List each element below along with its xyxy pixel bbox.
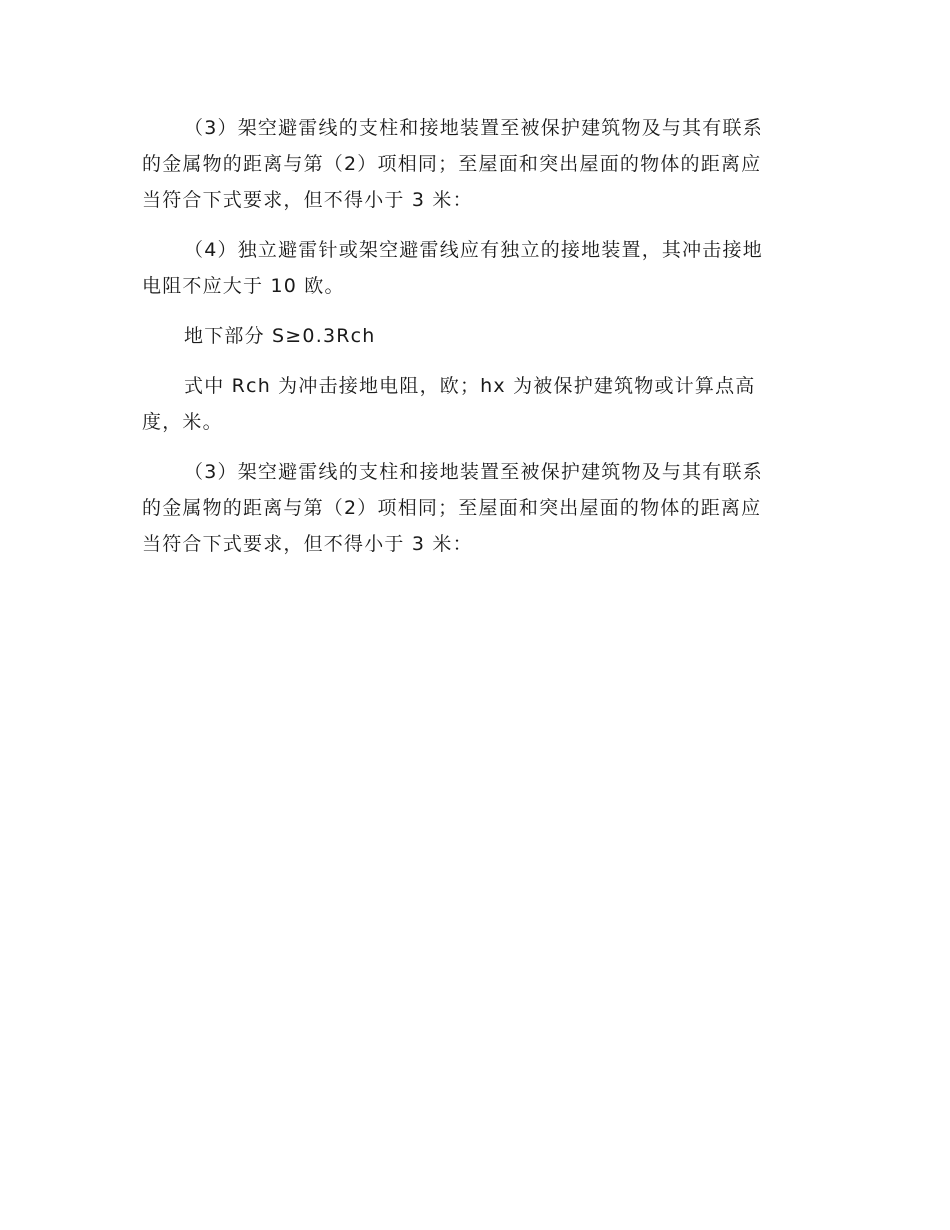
paragraph-clause-4 [142, 232, 810, 304]
paragraph-clause-3-repeat [142, 454, 810, 562]
paragraph-formula-legend [142, 368, 810, 440]
text-line: （3）架空避雷线的支柱和接地装置至被保护建筑物及与其有联系 [184, 117, 763, 139]
document-body [142, 110, 810, 562]
text-line: 当符合下式要求，但不得小于 3 米： [142, 189, 473, 211]
text-line: 的金属物的距离与第（2）项相同；至屋面和突出屋面的物体的距离应 [142, 153, 762, 175]
text-line: 式中 Rch 为冲击接地电阻，欧；hx 为被保护建筑物或计算点高 [184, 375, 756, 397]
text-line: 度，米。 [142, 411, 223, 433]
text-line: （4）独立避雷针或架空避雷线应有独立的接地装置，其冲击接地 [184, 239, 763, 261]
text-line: 电阻不应大于 10 欧。 [142, 275, 345, 297]
text-line: 当符合下式要求，但不得小于 3 米： [142, 533, 473, 555]
text-line: 的金属物的距离与第（2）项相同；至屋面和突出屋面的物体的距离应 [142, 497, 762, 519]
paragraph-clause-3 [142, 110, 810, 218]
paragraph-formula [142, 318, 810, 354]
text-line: （3）架空避雷线的支柱和接地装置至被保护建筑物及与其有联系 [184, 461, 763, 483]
formula-line: 地下部分 S≥0.3Rch [184, 325, 376, 347]
